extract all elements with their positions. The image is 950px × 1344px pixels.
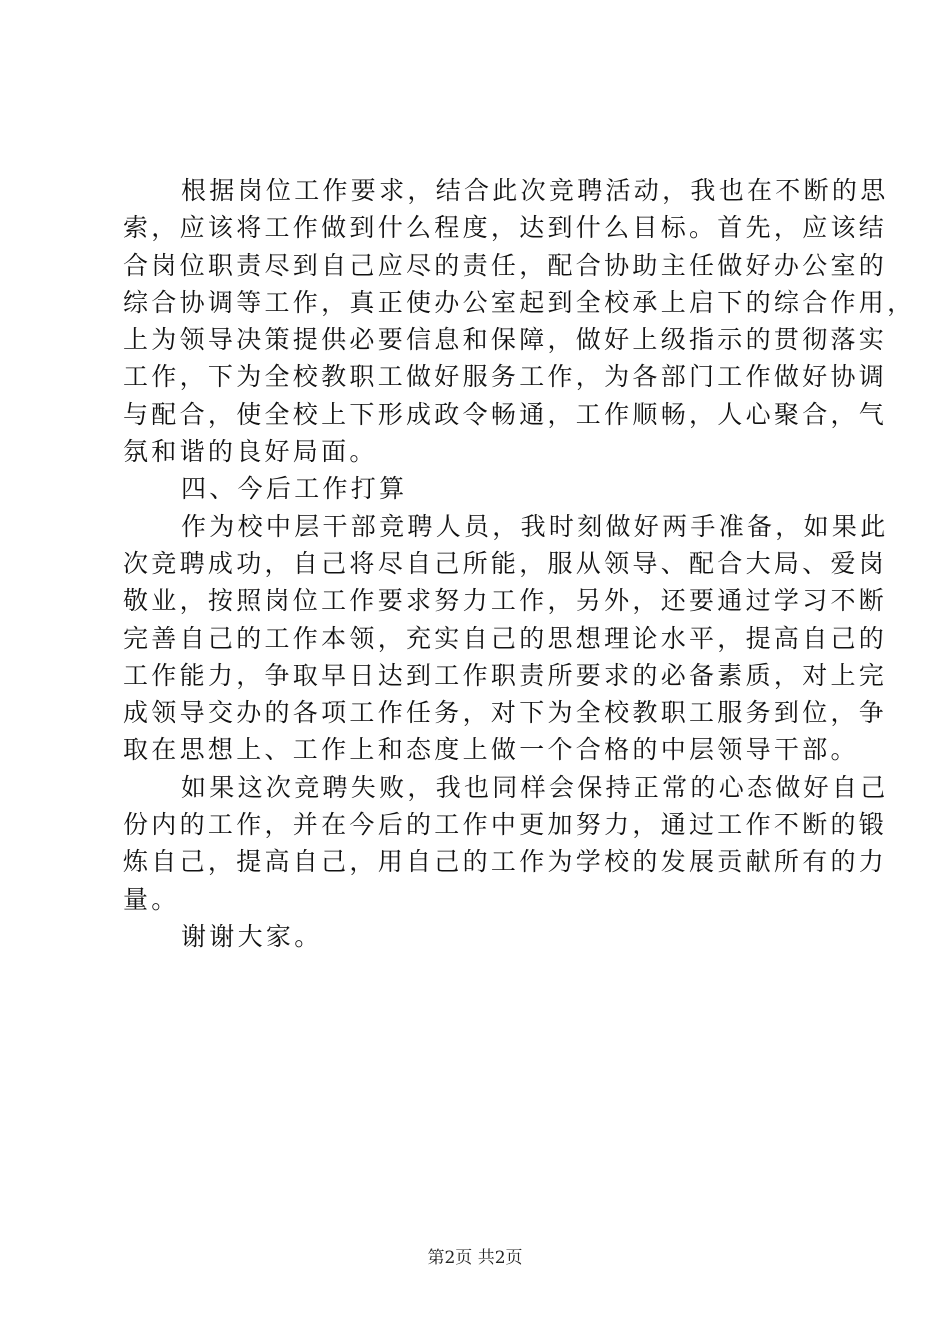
paragraph-line: 取在思想上、工作上和态度上做一个合格的中层领导干部。 <box>123 735 859 765</box>
paragraph-line: 炼自己，提高自己，用自己的工作为学校的发展贡献所有的力 <box>123 847 888 877</box>
paragraph-line: 索，应该将工作做到什么程度，达到什么目标。首先，应该结 <box>123 213 888 243</box>
paragraph-line: 氛和谐的良好局面。 <box>123 437 378 467</box>
section-heading: 四、今后工作打算 <box>181 474 408 504</box>
document-body <box>123 172 916 955</box>
paragraph-line: 敬业，按照岗位工作要求努力工作，另外，还要通过学习不断 <box>123 586 888 616</box>
closing-line: 谢谢大家。 <box>181 921 323 951</box>
paragraph-line: 根据岗位工作要求，结合此次竞聘活动，我也在不断的思 <box>181 176 889 205</box>
paragraph-line: 份内的工作，并在今后的工作中更加努力，通过工作不断的锻 <box>123 810 888 840</box>
page-number-footer: 第2页 共2页 <box>427 1248 523 1268</box>
paragraph-line: 成领导交办的各项工作任务，对下为全校教职工服务到位，争 <box>123 698 888 728</box>
paragraph-line: 上为领导决策提供必要信息和保障，做好上级指示的贯彻落实 <box>123 325 888 355</box>
paragraph-line: 合岗位职责尽到自己应尽的责任，配合协助主任做好办公室的 <box>123 250 888 280</box>
paragraph-line: 量。 <box>123 884 180 914</box>
paragraph-line: 综合协调等工作，真正使办公室起到全校承上启下的综合作用， <box>123 287 916 317</box>
paragraph-line: 如果这次竞聘失败，我也同样会保持正常的心态做好自己 <box>181 772 889 802</box>
paragraph-line: 完善自己的工作本领，充实自己的思想理论水平，提高自己的 <box>123 623 888 653</box>
paragraph-line: 次竞聘成功，自己将尽自己所能，服从领导、配合大局、爱岗 <box>123 548 888 578</box>
paragraph-line: 工作能力，争取早日达到工作职责所要求的必备素质，对上完 <box>123 660 888 690</box>
paragraph-line: 与配合，使全校上下形成政令畅通，工作顺畅，人心聚合，气 <box>123 399 888 429</box>
paragraph-line: 工作，下为全校教职工做好服务工作，为各部门工作做好协调 <box>123 362 888 392</box>
paragraph-line: 作为校中层干部竞聘人员，我时刻做好两手准备，如果此 <box>181 511 889 541</box>
